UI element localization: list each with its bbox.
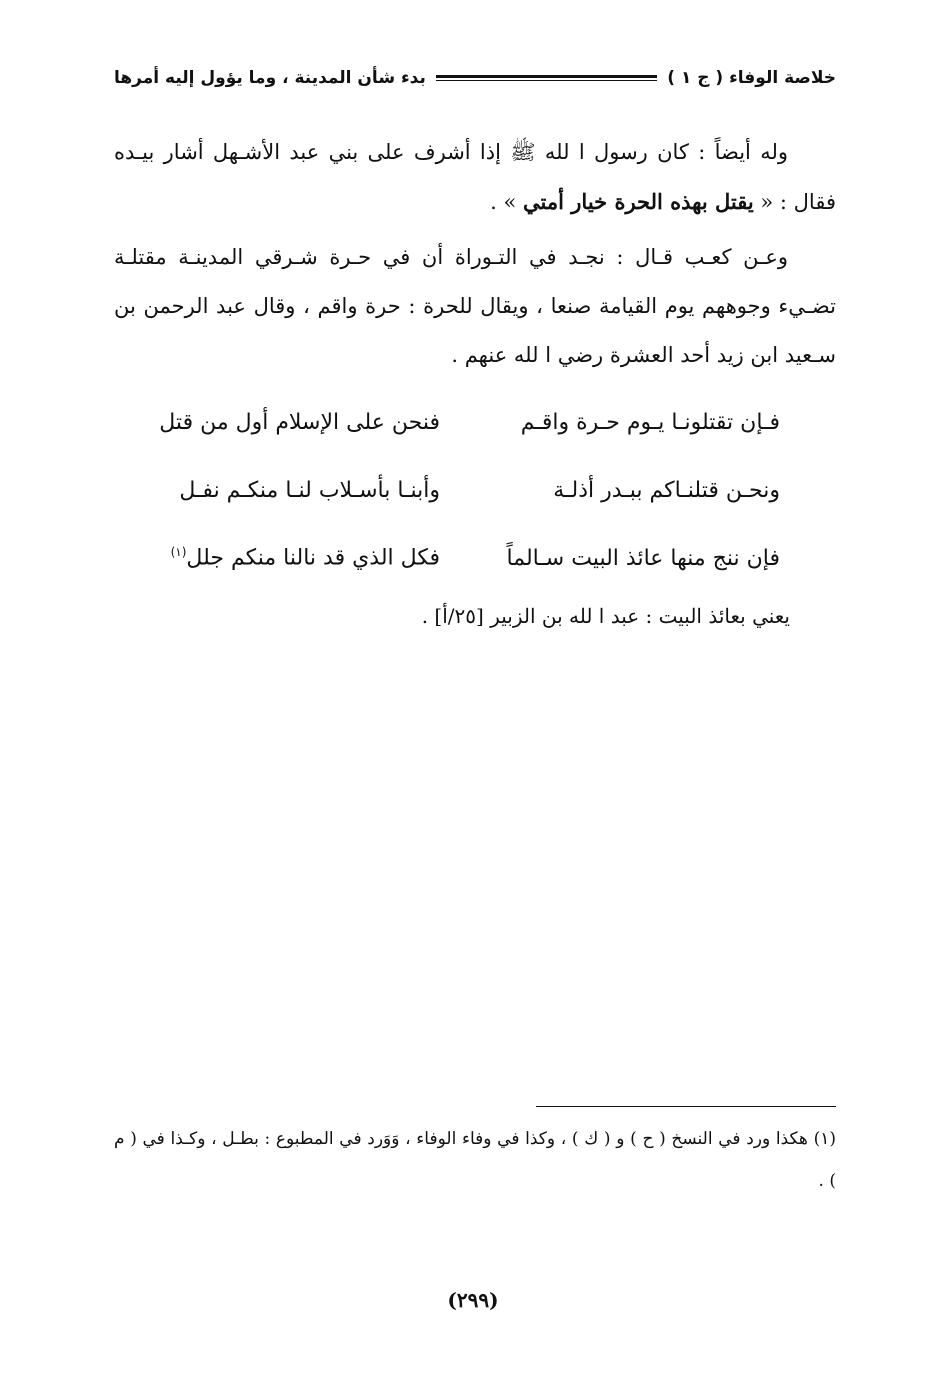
footnotes [114, 1118, 836, 1202]
verse-second-text: فكل الذي قد نالنا منكم جلل [186, 545, 440, 571]
verse-first-hemistich: فإن ننج منها عائذ البيت سـالماً [506, 545, 780, 571]
poem-verse [160, 524, 780, 592]
header-rule [436, 75, 657, 81]
header-book-title: خلاصة الوفاء ( ج ١ ) [667, 68, 836, 88]
poem-verse [160, 388, 780, 456]
footnote-text: (١) هكذا ورد في النسخ ( ح ) و ( ك ) ، وكذا في وفاء الوفاء ، وَوَرد في المطبوع : بطـل ، وكـذا في ( م ) . [114, 1129, 836, 1191]
paragraph-1 [114, 128, 836, 227]
verse-second-hemistich [160, 410, 440, 435]
verse-first-hemistich: ونحـن قتلنـاكم ببـدر أذلـة [553, 477, 780, 503]
verse-first-hemistich: فـإن تقتلونـا يـوم حـرة واقـم [520, 409, 780, 435]
poem [160, 388, 780, 592]
footnote [114, 1118, 836, 1202]
paragraph-1-text: وله أيضاً : كان رسول ا لله ﷺ إذا أشرف على بني عبد الأشـهل أشار بيـده فقال : « [114, 140, 836, 214]
explanatory-note: يعني بعائذ البيت : عبد ا لله بن الزبير [٢٥/أ] . [421, 604, 790, 628]
verse-second-hemistich [160, 478, 440, 503]
page-number: (٢٩٩) [447, 1288, 499, 1312]
body-text [114, 128, 836, 380]
hadith-quote: يقتل بهذه الحرة خيار أمتي [523, 189, 754, 214]
header-chapter-title: بدء شأن المدينة ، وما يؤول إليه أمرها [114, 68, 426, 88]
poem-verse [160, 456, 780, 524]
footnote-reference-mark: (١) [170, 545, 187, 560]
paragraph-2 [114, 233, 836, 380]
running-header [114, 60, 836, 96]
paragraph-1-end: » . [490, 190, 524, 214]
footnote-separator [536, 1106, 836, 1107]
paragraph-2-text: وعـن كعـب قـال : نجـد في التـوراة أن في حـرة شـرقي المدينـة مقتلـة تضـيء وجوههم يوم القيامة صنعا ، ويقال للحرة : حرة واقم ، وقال عبد الرحمن بن سـعيد ابن زيد أحد العشرة رضي ا لله عنهم . [114, 245, 836, 367]
verse-second-text: فنحن على الإسلام أول من قتل [159, 409, 440, 435]
verse-second-hemistich [160, 545, 440, 570]
verse-second-text: وأبنـا بأسـلاب لنـا منكـم نفـل [179, 477, 440, 503]
